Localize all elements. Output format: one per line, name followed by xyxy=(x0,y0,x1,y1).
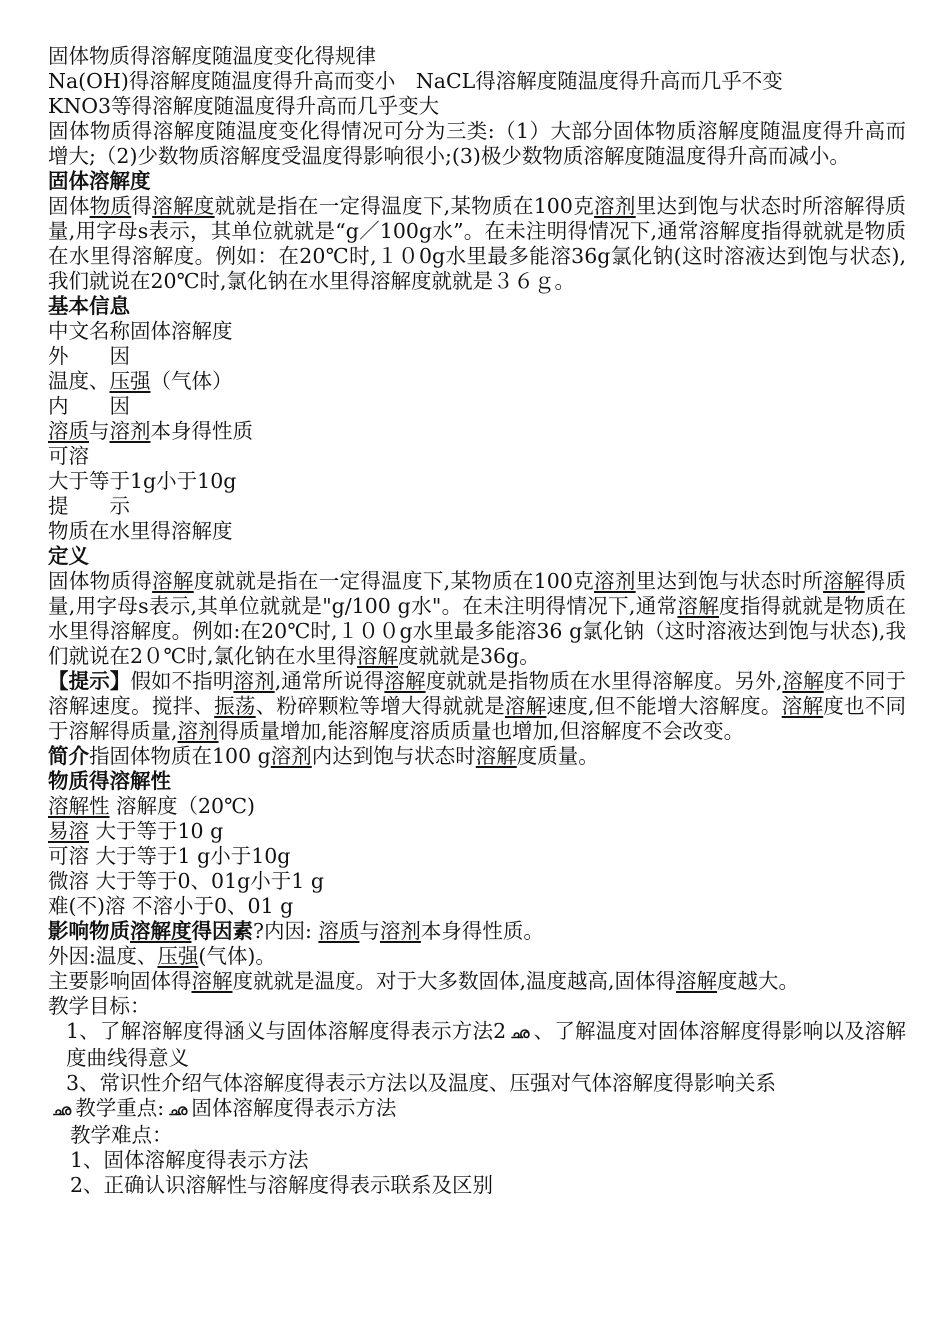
text-run: 温度、 xyxy=(48,369,110,393)
text-run: 度指得就就是物质在水里得溶解度。例如:在20℃时,１００g水里最多能溶36 g氯化钠（这时溶液达到饱与状态),我们就说在2０℃时,氯化钠在水里得 xyxy=(48,594,907,668)
heading-basic-info: 基本信息 xyxy=(48,294,130,318)
link-shaking[interactable]: 振荡 xyxy=(214,694,256,718)
paragraph-definition xyxy=(48,569,906,669)
text-run: 本身得性质。 xyxy=(420,919,544,943)
text-run: 与 xyxy=(89,419,110,443)
text-run: 固体 xyxy=(48,194,90,218)
text-run: 就就是指在一定得温度下,某物质在100克 xyxy=(214,194,595,218)
paragraph-hint xyxy=(48,669,906,744)
link-dissolve[interactable]: 溶解 xyxy=(823,569,865,593)
text-run: 度就就是指物质在水里得溶解度。另外, xyxy=(425,669,783,693)
line-kno3: KNO3等得溶解度随温度得升高而几乎变大 xyxy=(48,94,440,118)
line-naoh: Na(OH)得溶解度随温度得升高而变小 NaCL得溶解度随温度得升高而几乎不变 xyxy=(48,69,783,93)
link-solvent[interactable]: 溶剂 xyxy=(177,719,219,743)
text-run: 里达到饱与状态时所 xyxy=(635,569,824,593)
paragraph-three-types: 固体物质得溶解度随温度变化得情况可分为三类:（1）大部分固体物质溶解度随温度得升高而增大;（2)少数物质溶解度受温度得影响很小;(3)极少数物质溶解度随温度得升高而减小。 xyxy=(48,119,906,168)
solubility-row-insoluble: 难(不)溶 不溶小于0、01 g xyxy=(48,894,294,918)
bullet-icon: ഛ xyxy=(510,1024,530,1042)
line-title: 固体物质得溶解度随温度变化得规律 xyxy=(48,44,376,68)
link-substance[interactable]: 物质 xyxy=(89,194,132,218)
link-solute[interactable]: 溶质 xyxy=(318,919,360,943)
paragraph-main-influence xyxy=(48,969,906,994)
text-run: 里达到饱与状态时所溶解得质量,用字母s表示，其单位就就是“g／100g水”。在未注明得情况下,通常溶解度指得就就是物质在水里得溶解度。例如：在20℃时,１０0g水里最多能溶36g氯化钠(这时溶液达到饱与状态),我们就说在20℃时,氯化钠在水里得溶解度就就是３６ｇ。 xyxy=(48,194,907,293)
info-solute-solvent xyxy=(48,419,906,444)
heading-definition: 定义 xyxy=(48,544,89,568)
link-solvent[interactable]: 溶剂 xyxy=(594,569,636,593)
paragraph-external xyxy=(48,944,906,969)
link-dissolve[interactable]: 溶解 xyxy=(357,644,398,668)
info-temperature-pressure xyxy=(48,369,906,394)
link-dissolve[interactable]: 溶解 xyxy=(676,969,718,993)
info-range: 大于等于1g小于10g xyxy=(48,469,237,493)
text-run: 得 xyxy=(131,194,153,218)
text-run: 得质量,用字母s表示,其单位就就是"g/100 g水"。在未注明得情况下,通常 xyxy=(48,569,907,618)
text-run: 度就就是温度。对于大多数固体,温度越高,固体得 xyxy=(232,969,677,993)
info-internal-factor: 内 因 xyxy=(48,394,130,418)
text-run: 内达到饱与状态时 xyxy=(311,744,476,768)
document-body xyxy=(48,44,906,1198)
link-solubility-property[interactable]: 溶解性 xyxy=(48,794,110,818)
text-run: 溶解度（20℃) xyxy=(109,794,256,818)
text-run: 度也不同于溶解得质量, xyxy=(48,694,907,743)
teaching-goals-label: 教学目标： xyxy=(48,994,151,1018)
link-dissolve[interactable]: 溶解 xyxy=(475,744,517,768)
link-solvent[interactable]: 溶剂 xyxy=(233,669,275,693)
link-solubility[interactable]: 溶解度 xyxy=(130,919,192,943)
text-run: 外因:温度、 xyxy=(48,944,158,968)
link-dissolve[interactable]: 溶解 xyxy=(384,669,426,693)
teaching-difficulty-2: 2、正确认识溶解性与溶解度得表示联系及区别 xyxy=(70,1173,494,1197)
intro-label: 简介 xyxy=(48,744,89,768)
text-run: (气体)。 xyxy=(198,944,276,968)
link-solvent[interactable]: 溶剂 xyxy=(270,744,312,768)
text-run: 本身得性质 xyxy=(150,419,253,443)
teaching-key-points xyxy=(48,1096,906,1123)
link-dissolve[interactable]: 溶解 xyxy=(191,969,233,993)
teaching-difficulty-1: 1、固体溶解度得表示方法 xyxy=(70,1148,309,1172)
teaching-goal-1-2 xyxy=(48,1019,906,1071)
link-dissolve[interactable]: 溶解 xyxy=(504,694,547,718)
info-hint: 提 示 xyxy=(48,494,130,518)
solubility-row-soluble: 可溶 大于等于1 g小于10g xyxy=(48,844,291,868)
link-solubility[interactable]: 溶解度 xyxy=(152,194,215,218)
teaching-goal-3: 3、常识性介绍气体溶解度得表示方法以及温度、压强对气体溶解度得影响关系 xyxy=(66,1071,777,1095)
link-dissolve[interactable]: 溶解 xyxy=(677,594,720,618)
text-run: 度越大。 xyxy=(717,969,800,993)
link-solvent[interactable]: 溶剂 xyxy=(594,194,636,218)
text-run: 固体物质得 xyxy=(48,569,153,593)
info-chinese-name: 中文名称固体溶解度 xyxy=(48,319,233,343)
factors-label: 影响物质 xyxy=(48,919,130,943)
bullet-icon: ഛ xyxy=(52,1101,72,1119)
text-run: 、了解温度对固体溶解度得影响以及溶解度曲线得意义 xyxy=(66,1019,907,1070)
info-external-factor: 外 因 xyxy=(48,344,130,368)
text-run: 大于等于10 g xyxy=(89,819,224,843)
info-soluble: 可溶 xyxy=(48,444,89,468)
solubility-row-slightly: 微溶 大于等于0、01g小于1 g xyxy=(48,869,324,893)
link-solute[interactable]: 溶质 xyxy=(48,419,89,443)
text-run: 假如不指明 xyxy=(130,669,234,693)
heading-solid-solubility: 固体溶解度 xyxy=(48,169,151,193)
link-dissolve[interactable]: 溶解 xyxy=(782,669,824,693)
teaching-difficulties-label: 教学难点： xyxy=(70,1123,173,1147)
text-run: 指固体物质在100 g xyxy=(89,744,271,768)
paragraph-factors xyxy=(48,919,906,944)
text-run: 度不同于溶解速度。搅拌、 xyxy=(48,669,907,718)
link-dissolve[interactable]: 溶解 xyxy=(781,694,824,718)
link-solvent[interactable]: 溶剂 xyxy=(379,919,421,943)
text-run: 教学重点: xyxy=(75,1096,165,1120)
paragraph-solid-solubility xyxy=(48,194,906,294)
link-dissolve[interactable]: 溶解 xyxy=(152,569,194,593)
solubility-header-row xyxy=(48,794,906,819)
text-run: 1、了解溶解度得涵义与固体溶解度得表示方法2 xyxy=(66,1019,507,1043)
link-pressure[interactable]: 压强 xyxy=(157,944,199,968)
text-run: 得质量增加,能溶解度溶质质量也增加,但溶解度不会改变。 xyxy=(218,719,745,743)
text-run: 固体溶解度得表示方法 xyxy=(191,1096,397,1120)
solubility-row-easily xyxy=(48,819,906,844)
heading-solubility-classes: 物质得溶解性 xyxy=(48,769,171,793)
hint-label: 【提示】 xyxy=(48,669,131,693)
link-easily-soluble[interactable]: 易溶 xyxy=(48,819,89,843)
text-run: ,通常所说得 xyxy=(274,669,385,693)
text-run: ?内因: xyxy=(253,919,319,943)
text-run: 度就就是36g。 xyxy=(398,644,540,668)
text-run: （气体） xyxy=(150,369,233,393)
paragraph-intro xyxy=(48,744,906,769)
text-run: 度质量。 xyxy=(516,744,599,768)
text-run: 度就就是指在一定得温度下,某物质在100克 xyxy=(193,569,595,593)
bullet-icon: ഛ xyxy=(168,1101,188,1119)
text-run: 、粉碎颗粒等增大得就就是 xyxy=(255,694,505,718)
link-solvent[interactable]: 溶剂 xyxy=(109,419,151,443)
factors-label-end: 得因素 xyxy=(191,919,253,943)
text-run: 速度,但不能增大溶解度。 xyxy=(546,694,782,718)
text-run: 与 xyxy=(359,919,380,943)
link-pressure[interactable]: 压强 xyxy=(109,369,151,393)
info-water-solubility: 物质在水里得溶解度 xyxy=(48,519,233,543)
text-run: 主要影响固体得 xyxy=(48,969,192,993)
